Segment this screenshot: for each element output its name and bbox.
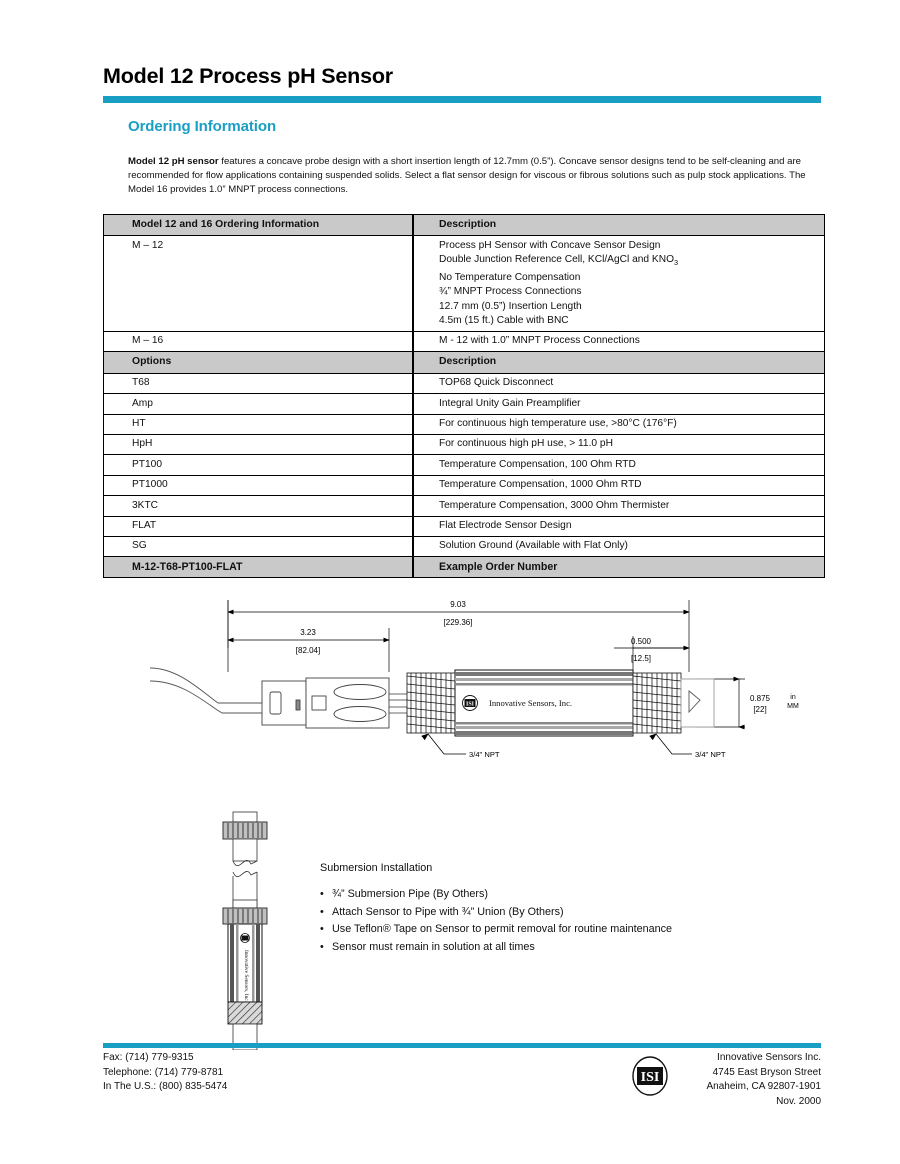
row-code-m12: M – 12 bbox=[132, 239, 164, 251]
dim-insertion-mm: [12.5] bbox=[630, 654, 652, 663]
submersion-heading: Submersion Installation bbox=[320, 862, 433, 874]
desc-line: 12.7 mm (0.5”) Insertion Length bbox=[439, 300, 582, 312]
subscript-3: 3 bbox=[674, 258, 679, 268]
break-line bbox=[233, 871, 257, 876]
footer-address-block bbox=[706, 1051, 821, 1109]
options-header-col1: Options bbox=[132, 356, 172, 368]
submersion-sensor-body bbox=[228, 924, 262, 1002]
submersion-bullet-list bbox=[320, 886, 840, 956]
option-description: Integral Unity Gain Preamplifier bbox=[439, 397, 581, 409]
table-header-col2: Description bbox=[439, 219, 497, 230]
desc-line-kno3: Double Junction Reference Cell, KCl/AgCl and $KNO_3$ bbox=[439, 254, 679, 268]
option-description: Temperature Compensation, 100 Ohm RTD bbox=[439, 458, 636, 470]
page-title: Model 12 Process pH Sensor bbox=[103, 64, 393, 88]
option-description: Flat Electrode Sensor Design bbox=[439, 520, 572, 532]
option-description: For continuous high pH use, > 11.0 pH bbox=[439, 438, 613, 450]
dim-diameter-inches: 0.875 bbox=[749, 694, 771, 703]
option-code: SG bbox=[132, 540, 147, 552]
list-item bbox=[320, 939, 840, 957]
option-code: 3KTC bbox=[132, 499, 159, 511]
bullet-text: Sensor must remain in solution at all times bbox=[332, 940, 535, 953]
dim-diameter-mm: [22] bbox=[753, 705, 767, 714]
bullet-icon: • bbox=[320, 888, 324, 900]
option-code: HT bbox=[132, 418, 146, 429]
footer-fax: Fax: (714) 779-9315 bbox=[103, 1052, 194, 1063]
dim-insertion-inches: 0.500 bbox=[630, 637, 652, 646]
example-order-code: M-12-T68-PT100-FLAT bbox=[132, 560, 243, 573]
option-code: HpH bbox=[132, 438, 153, 450]
label-npt-left: 3/4" NPT bbox=[469, 750, 500, 759]
footer-company: Innovative Sensors Inc. bbox=[717, 1052, 821, 1063]
footer-address-line2: Anaheim, CA 92807-1901 bbox=[706, 1081, 821, 1093]
list-item bbox=[320, 904, 840, 922]
submersion-brand-label: Innovative Sensors, Inc. bbox=[243, 949, 249, 1003]
desc-line: No Temperature Compensation bbox=[439, 271, 581, 283]
desc-line: ¾” MNPT Process Connections bbox=[439, 286, 582, 298]
option-description: Solution Ground (Available with Flat Only) bbox=[439, 540, 628, 552]
list-item bbox=[320, 886, 840, 904]
option-code: PT100 bbox=[132, 458, 163, 470]
units-mm: MM bbox=[787, 703, 799, 710]
intro-lead-bold: Model 12 pH sensor bbox=[128, 156, 219, 167]
dim-overall-mm: [229.36] bbox=[443, 618, 473, 627]
option-code: PT1000 bbox=[132, 479, 168, 491]
options-header-col2: Description bbox=[439, 356, 497, 368]
option-code: FLAT bbox=[132, 520, 157, 532]
option-code: T68 bbox=[132, 377, 150, 389]
bullet-text: Use Teflon® Tape on Sensor to permit removal for routine maintenance bbox=[332, 923, 673, 936]
row-description-m16: M - 12 with 1.0” MNPT Process Connections bbox=[439, 335, 640, 347]
option-description: Temperature Compensation, 1000 Ohm RTD bbox=[439, 479, 642, 491]
company-logo-text: ISI bbox=[640, 1070, 660, 1085]
desc-line: 4.5m (15 ft.) Cable with BNC bbox=[439, 314, 569, 326]
row-code-m16: M – 16 bbox=[132, 335, 164, 347]
option-description: For continuous high temperature use, >80°C (176°F) bbox=[439, 418, 677, 429]
body-brand-label: Innovative Sensors, Inc. bbox=[489, 698, 573, 708]
bullet-text: ¾” Submersion Pipe (By Others) bbox=[332, 888, 489, 900]
bullet-icon: • bbox=[320, 940, 324, 953]
body-logo-text: ISI bbox=[465, 701, 475, 708]
list-item bbox=[320, 921, 840, 939]
submersion-assembly bbox=[223, 812, 267, 1050]
pipe-union-bottom bbox=[223, 900, 267, 924]
pipe-union-top bbox=[223, 822, 267, 839]
units-inches: in bbox=[790, 694, 796, 701]
footer-telephone: Telephone: (714) 779-8781 bbox=[103, 1066, 224, 1078]
desc-line: Process pH Sensor with Concave Sensor Design bbox=[439, 239, 661, 251]
intro-body-text: features a concave probe design with a short insertion length of 12.7mm (0.5”). Concave sensor designs tend to be self-cleaning and are recommended for flow applications containing suspended solids. Select a flat sensor design for viscous or fibrous solutions such as pulp stock applications. The Model 16 provides 1.0” MNPT process connections. bbox=[128, 156, 806, 196]
footer-us-phone: In The U.S.: (800) 835-5474 bbox=[103, 1081, 228, 1093]
example-order-label: Example Order Number bbox=[439, 560, 558, 573]
dim-body-inches: 3.23 bbox=[300, 628, 316, 637]
option-description: TOP68 Quick Disconnect bbox=[439, 377, 554, 389]
footer-address-line1: 4745 East Bryson Street bbox=[712, 1066, 821, 1078]
label-npt-right: 3/4" NPT bbox=[695, 750, 726, 759]
bullet-text: Attach Sensor to Pipe with ¾” Union (By Others) bbox=[332, 905, 564, 918]
dim-body-mm: [82.04] bbox=[295, 646, 321, 655]
bullet-icon: • bbox=[320, 923, 324, 936]
company-logo-icon bbox=[628, 1054, 672, 1098]
submersion-threads bbox=[228, 1002, 262, 1024]
option-code: Amp bbox=[132, 397, 153, 409]
option-description: Temperature Compensation, 3000 Ohm Thermister bbox=[439, 499, 670, 511]
footer-contact-block bbox=[103, 1051, 227, 1095]
bullet-icon: • bbox=[320, 905, 324, 918]
table-header-col1: Model 12 and 16 Ordering Information bbox=[132, 219, 320, 230]
section-heading: Ordering Information bbox=[128, 118, 277, 135]
footer-date: Nov. 2000 bbox=[776, 1095, 821, 1107]
dim-overall-inches: 9.03 bbox=[450, 600, 466, 609]
footer-accent-rule bbox=[103, 1043, 821, 1048]
